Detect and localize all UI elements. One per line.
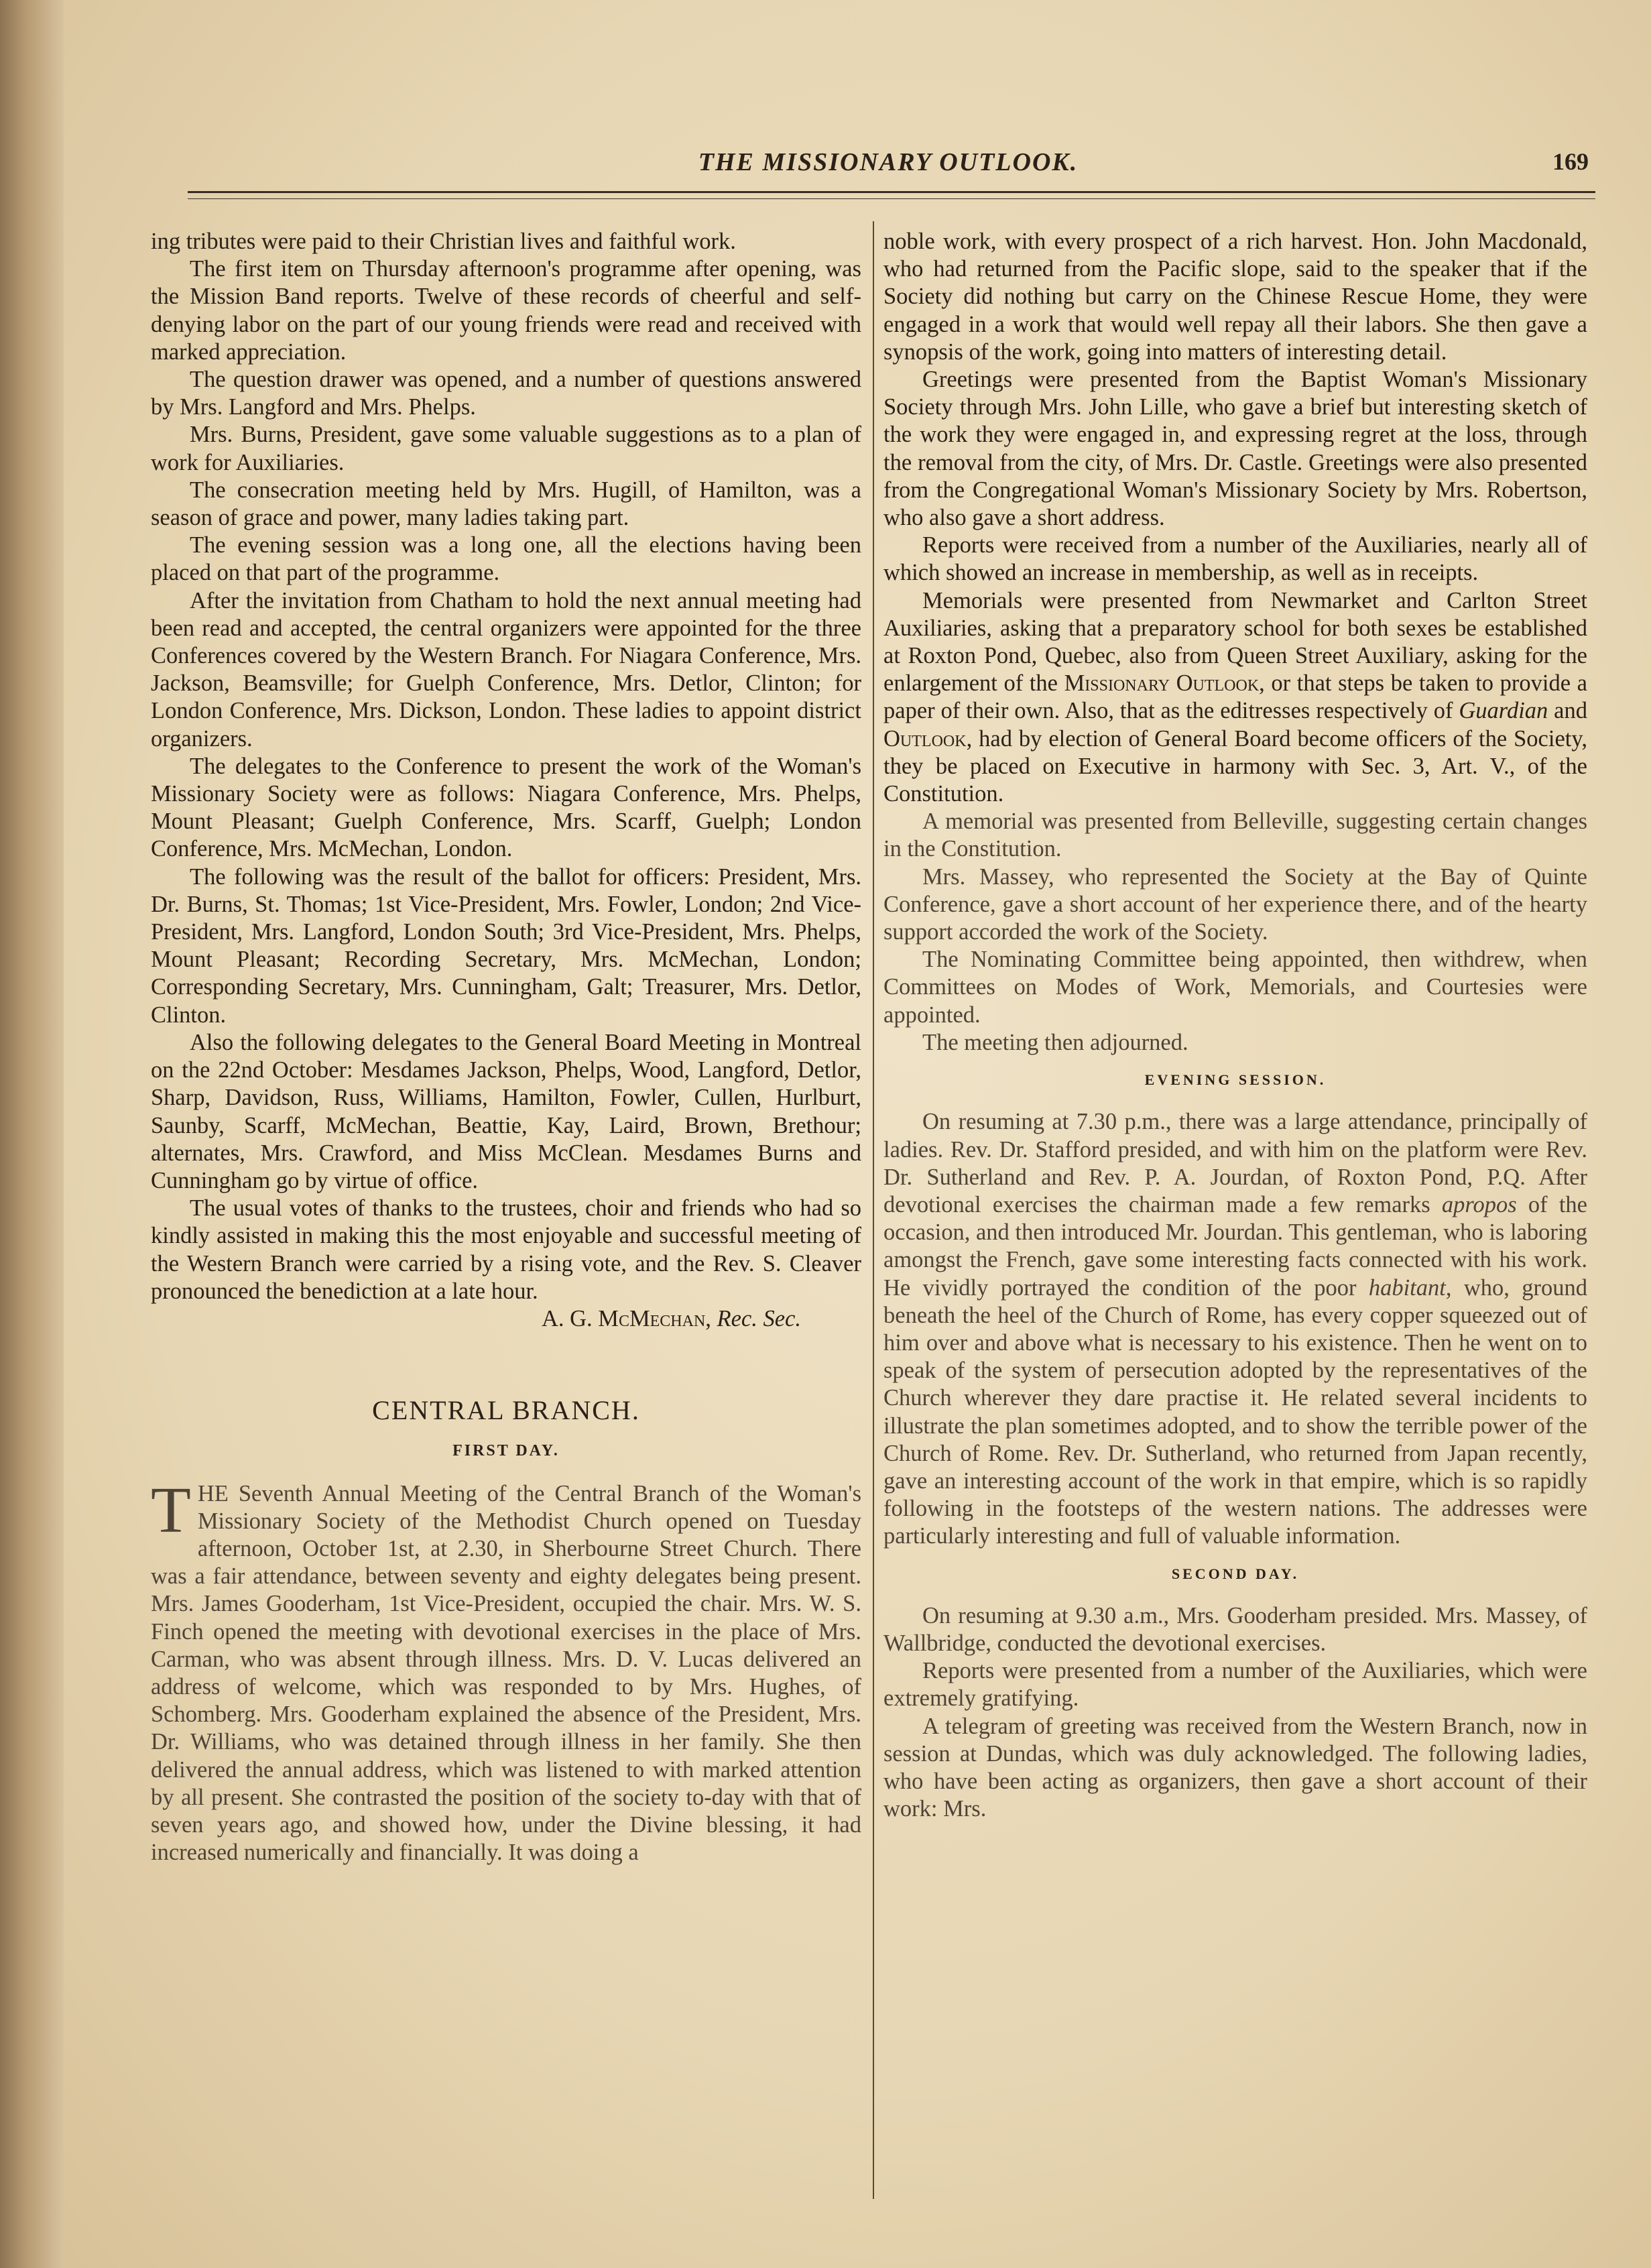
signature-role: Rec. Sec. xyxy=(717,1305,801,1331)
running-header xyxy=(174,144,1602,191)
text-run: and xyxy=(1548,698,1587,724)
text-run: , who, ground beneath the heel of the Church of Rome, has every copper squeezed out of him over and above what is necessary to his existence. Then he went on to speak of the system of persecution adopted by the representatives of the Church wherever they dare practise it. He related several incidents to illustrate the plan sometimes adopted, and to show the terrible power of the Church of Rome. Rev. Dr. Sutherland, who returned from Japan recently, gave an interesting account of the work in that empire, which is so rapidly following in the footsteps of the western nations. The addresses were particularly interesting and full of valuable information. xyxy=(883,1274,1588,1549)
drop-cap: T xyxy=(151,1474,191,1547)
publication-name: Guardian xyxy=(1459,698,1548,724)
paragraph: Also the following delegates to the General Board Meeting in Montreal on the 22nd October: Mesdames Jackson, Phelps, Wood, Langford, Detlor, Sharp, Davidson, Russ, Williams, Hamilton, Fowler, Cullen, Hurlburt, Saunby, Scarff, McMechan, Beattie, Kay, Laird, Brown, Brethour; alternates, Mrs. Crawford, and Miss McClean. Mesdames Burns and Cunningham go by virtue of office. xyxy=(151,1029,861,1193)
paragraph: The delegates to the Conference to present the work of the Woman's Missionary Society were as follows: Niagara Conference, Mrs. Phelps, Mount Pleasant; Guelph Conference, Mrs. Scarff, Guelph; London Conference, Mrs. McMechan, London. xyxy=(151,753,861,862)
text-run: Memorials were presented from Newmarket and Carlton Street Auxiliaries, asking that a preparatory school for both sexes be established at Roxton Pond, Quebec, also from Queen Street Auxiliary, asking for the enlargement of the xyxy=(883,587,1587,697)
subsection-heading: SECOND DAY. xyxy=(1171,1565,1300,1582)
paragraph: After the invitation from Chatham to hold the next annual meeting had been read and accepted, the central organizers were appointed for the three Conferences covered by the Western Branch. For Niagara Conference, Mrs. Jackson, Beamsville; for Guelph Conference, Mrs. Detlor, Clinton; for London Conference, Mrs. Dickson, London. These ladies to appoint district organizers. xyxy=(151,587,861,752)
paragraph: The following was the result of the ballot for officers: President, Mrs. Dr. Burns, St. Thomas; 1st Vice-President, Mrs. Fowler, London; 2nd Vice-President, Mrs. Langford, London South; 3rd Vice-President, Mrs. Phelps, Mount Pleasant; Recording Secretary, Mrs. McMechan, London; Corresponding Secretary, Mrs. Cunningham, Galt; Treasurer, Mrs. Detlor, Clinton. xyxy=(151,863,861,1028)
header-rule-thick xyxy=(188,191,1595,193)
paragraph: The consecration meeting held by Mrs. Hugill, of Hamilton, was a season of grace and power, many ladies taking part. xyxy=(151,477,861,531)
italic-term: habitant xyxy=(1368,1274,1446,1301)
paragraph: Greetings were presented from the Baptist Woman's Missionary Society through Mrs. John Lille, who gave a brief but interesting sketch of the work they were engaged in, and expressing regret at the loss, through the removal from the city, of Mrs. Dr. Castle. Greetings were also presented from the Congregational Woman's Missionary Society by Mrs. Robertson, who also gave a short address. xyxy=(883,367,1587,531)
paragraph: The evening session was a long one, all the elections having been placed on that part of the programme. xyxy=(151,532,861,586)
paragraph: Reports were presented from a number of the Auxiliaries, which were extremely gratifying. xyxy=(883,1658,1587,1712)
paragraph: The meeting then adjourned. xyxy=(922,1029,1188,1055)
paragraph: Mrs. Massey, who represented the Society at the Bay of Quinte Conference, gave a short account of her experience there, and of the hearty support accorded the work of the Society. xyxy=(883,863,1587,945)
paragraph-text: HE Seventh Annual Meeting of the Central Branch of the Woman's Missionary Society of the Methodist Church opened on Tuesday afternoon, October 1st, at 2.30, in Sherbourne Street Church. There was a fair attendance, between seventy and eighty delegates being present. Mrs. James Gooderham, 1st Vice-President, occupied the chair. Mrs. W. S. Finch opened the meeting with devotional exercises in the place of Mrs. Carman, who was absent through illness. Mrs. D. V. Lucas delivered an address of welcome, which was responded to by Mrs. Hughes, of Schomberg. Mrs. Gooderham explained the absence of the President, Mrs. Dr. Williams, who was detained through illness in her family. She then delivered the annual address, which was listened to with marked attention by all present. She contrasted the position of the society to-day with that of seven years ago, and showed how, under the Divine blessing, it had increased numerically and financially. It was doing a xyxy=(151,1480,861,1866)
publication-name: Missionary Outlook xyxy=(1064,670,1260,697)
text-run: , had by election of General Board become officers of the Society, they be placed on Executive in harmony with Sec. 3, Art. V., of the Constitution. xyxy=(883,725,1587,807)
paragraph xyxy=(883,1108,1587,1550)
text-run: , or that steps be taken to provide a paper of their own. Also, that as the editresses respectively of xyxy=(883,670,1587,724)
publication-name: Outlook xyxy=(883,725,967,752)
paragraph: noble work, with every prospect of a rich harvest. Hon. John Macdonald, who had returned from the Pacific slope, said to the speaker that if the Society did nothing but carry on the Chinese Rescue Home, they were engaged in a work that would well repay all their labors. She then gave a synopsis of the work, going into matters of interesting detail. xyxy=(883,229,1587,365)
paragraph: A memorial was presented from Belleville, suggesting certain changes in the Constitution. xyxy=(883,809,1587,862)
paragraph xyxy=(883,587,1587,809)
header-rule-thin xyxy=(188,198,1595,199)
page-number: 169 xyxy=(1552,148,1589,175)
left-column xyxy=(151,228,861,1866)
subsection-heading: FIRST DAY. xyxy=(452,1442,560,1460)
paragraph-with-dropcap xyxy=(151,1474,861,1867)
subsection-heading: EVENING SESSION. xyxy=(1144,1071,1327,1089)
book-spine-shadow xyxy=(0,0,64,2268)
paragraph: ing tributes were paid to their Christian lives and faithful work. xyxy=(151,229,736,254)
paragraph: The usual votes of thanks to the trustees, choir and friends who had so kindly assisted in making this the most enjoyable and successful meeting of the Western Branch were carried by a rising vote, and the Rev. S. Cleaver pronounced the benediction at a late hour. xyxy=(151,1195,861,1304)
paragraph: The question drawer was opened, and a number of questions answered by Mrs. Langford and Mrs. Phelps. xyxy=(151,367,861,420)
paragraph: A telegram of greeting was received from the Western Branch, now in session at Dundas, which was duly acknowledged. The following ladies, who have been acting as organizers, then gave a short account of their work: Mrs. xyxy=(883,1713,1587,1822)
right-column xyxy=(883,228,1587,1823)
paragraph: The first item on Thursday afternoon's programme after opening, was the Mission Band reports. Twelve of these records of cheerful and self-denying labor on the part of our young friends were read and received with marked appreciation. xyxy=(151,256,861,365)
signature-name: A. G. McMechan, xyxy=(541,1305,711,1331)
running-title: THE MISSIONARY OUTLOOK. xyxy=(698,148,1079,176)
paragraph: On resuming at 9.30 a.m., Mrs. Gooderham presided. Mrs. Massey, of Wallbridge, conducted the devotional exercises. xyxy=(883,1602,1587,1656)
paragraph: Mrs. Burns, President, gave some valuable suggestions as to a plan of work for Auxiliaries. xyxy=(151,422,861,475)
text-run: of the occasion, and then introduced Mr. Jourdan. This gentleman, who is laboring amongst the French, gave some interesting facts connected with his work. He vividly portrayed the condition of the poor xyxy=(883,1191,1587,1301)
italic-term: apropos xyxy=(1441,1191,1517,1217)
paragraph: The Nominating Committee being appointed, then withdrew, when Committees on Modes of Work, Memorials, and Courtesies were appointed. xyxy=(883,947,1587,1028)
column-divider xyxy=(873,221,874,2199)
section-title: CENTRAL BRANCH. xyxy=(372,1395,640,1426)
paragraph: Reports were received from a number of the Auxiliaries, nearly all of which showed an increase in membership, as well as in receipts. xyxy=(883,532,1587,586)
signature xyxy=(151,1305,861,1333)
text-run: On resuming at 7.30 p.m., there was a large attendance, principally of ladies. Rev. Dr. Stafford presided, and with him on the platform were Rev. Dr. Sutherland and Rev. P. A. Jourdan, of Roxton Pond, P.Q. After devotional exercises the chairman made a few remarks xyxy=(883,1109,1587,1217)
